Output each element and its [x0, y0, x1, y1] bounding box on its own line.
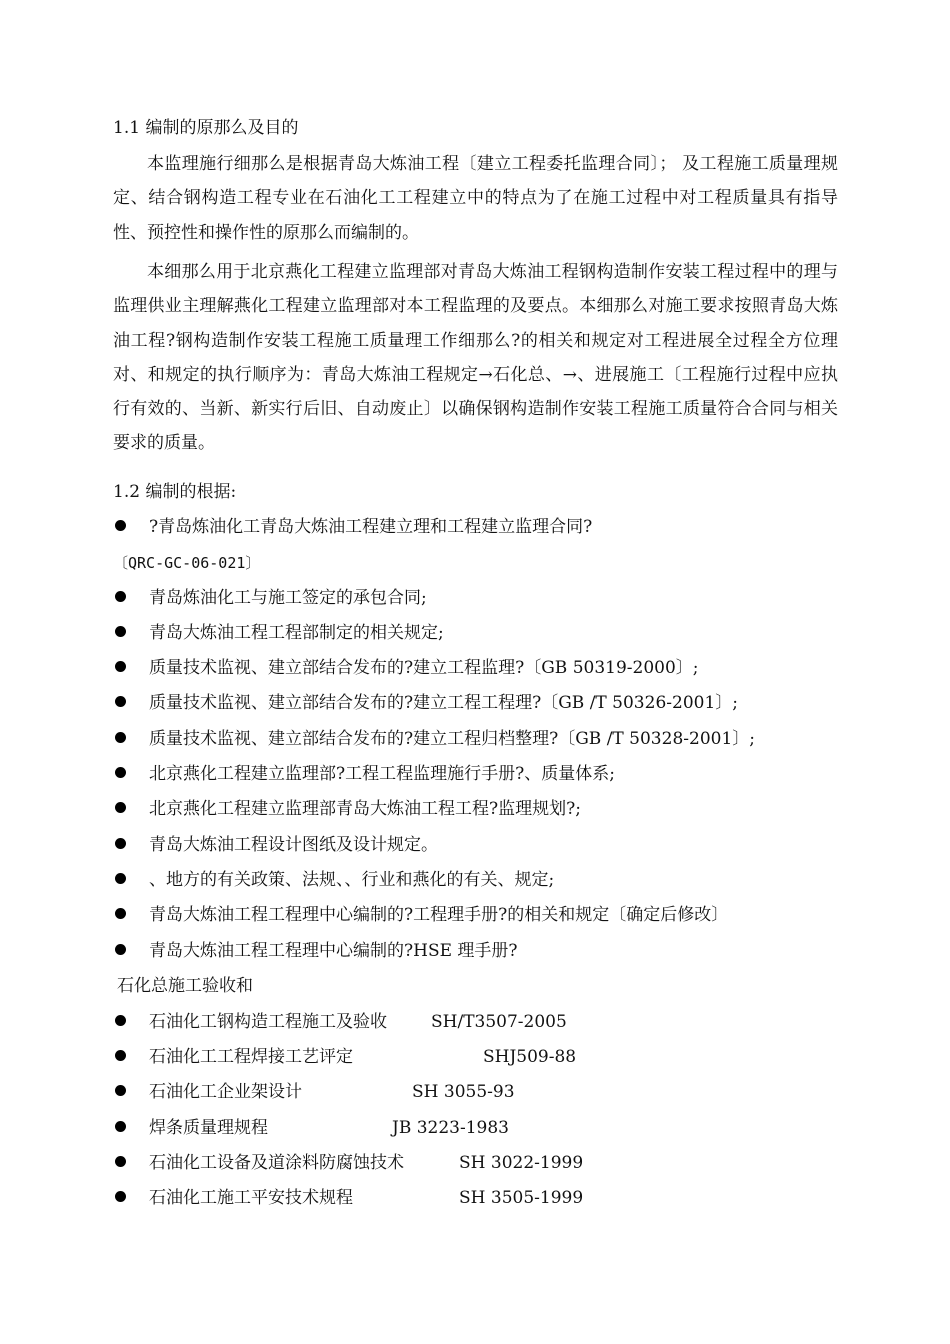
acceptance-heading: 石化总施工验收和 — [117, 976, 253, 996]
basis-item — [113, 905, 728, 925]
basis-item-text: 、地方的有关政策、法规、、行业和燕化的有关、规定; — [149, 870, 555, 890]
standard-name: 石油化工钢构造工程施工及验收 — [149, 1012, 387, 1032]
section-heading-1-2: 1.2 编制的根据: — [113, 482, 237, 502]
bullet-icon — [115, 1015, 126, 1026]
basis-item — [113, 693, 738, 713]
bullet-icon — [115, 591, 126, 602]
standard-item — [113, 1082, 515, 1102]
basis-item — [113, 623, 444, 643]
standard-name: 焊条质量理规程 — [149, 1118, 268, 1138]
bullet-icon — [115, 696, 126, 707]
paragraph-purpose: 本监理施行细那么是根据青岛大炼油工程〔建立工程委托监理合同〕； 及工程施工质量理规定、结合钢构造工程专业在石油化工工程建立中的特点为了在施工过程中对工程质量具有指导性、预控性和操作性的原那么而编制的。 — [113, 154, 838, 243]
standard-code: SH 3505-1999 — [459, 1188, 584, 1208]
bullet-icon — [115, 1191, 126, 1202]
bullet-icon — [115, 520, 126, 531]
bullet-icon — [115, 944, 126, 955]
basis-contract-code: 〔QRC-GC-06-021〕 — [113, 554, 261, 572]
basis-item-text: 青岛大炼油工程工程理中心编制的?工程理手册?的相关和规定〔确定后修改〕 — [149, 905, 729, 925]
standard-code: SH 3022-1999 — [459, 1153, 584, 1173]
basis-item — [113, 588, 427, 608]
standard-code: SH 3055-93 — [412, 1082, 515, 1102]
paragraph-scope: 本细那么用于北京燕化工程建立监理部对青岛大炼油工程钢构造制作安装工程过程中的理与监理供业主理解燕化工程建立监理部对本工程监理的及要点。本细那么对施工要求按照青岛大炼油工程?钢构造制作安装工程施工质量理工作细那么?的相关和规定对工程进展全过程全方位理对、和规定的执行顺序为：青岛大炼油工程规定→石化总、→、进展施工〔工程施行过程中应执行有效的、当新、新实行后旧、自动废止〕以确保钢构造制作安装工程施工质量符合合同与相关要求的质量。 — [113, 262, 838, 454]
standard-item — [113, 1118, 509, 1138]
standard-name: 石油化工施工平安技术规程 — [149, 1188, 353, 1208]
standard-item — [113, 1188, 583, 1208]
basis-item — [113, 941, 518, 961]
basis-item-text: 青岛炼油化工与施工签定的承包合同; — [149, 588, 427, 608]
basis-item-text: 质量技术监视、建立部结合发布的?建立工程监理?〔GB 50319-2000〕; — [149, 658, 699, 678]
bullet-icon — [115, 1050, 126, 1061]
standard-code: SH/T3507-2005 — [431, 1012, 567, 1032]
bullet-icon — [115, 1156, 126, 1167]
bullet-icon — [115, 1085, 126, 1096]
standard-item — [113, 1012, 567, 1032]
basis-item-text: 北京燕化工程建立监理部?工程工程监理施行手册?、质量体系; — [149, 764, 615, 784]
basis-item-first — [113, 517, 592, 537]
bullet-icon — [115, 626, 126, 637]
standard-code: JB 3223-1983 — [392, 1118, 509, 1138]
bullet-icon — [115, 908, 126, 919]
standard-name: 石油化工工程焊接工艺评定 — [149, 1047, 353, 1067]
standard-name: 石油化工企业架设计 — [149, 1082, 302, 1102]
basis-item — [113, 764, 615, 784]
standard-code: SHJ509-88 — [483, 1047, 577, 1067]
bullet-icon — [115, 1121, 126, 1132]
bullet-icon — [115, 661, 126, 672]
basis-item-text: 质量技术监视、建立部结合发布的?建立工程归档整理?〔GB /T 50328-2001〕; — [149, 729, 755, 749]
basis-item — [113, 658, 699, 678]
standard-item — [113, 1153, 583, 1173]
basis-item-text: 质量技术监视、建立部结合发布的?建立工程工程理?〔GB /T 50326-2001〕; — [149, 693, 738, 713]
bullet-icon — [115, 802, 126, 813]
standard-item — [113, 1047, 576, 1067]
basis-item-text: 青岛大炼油工程工程部制定的相关规定; — [149, 623, 444, 643]
basis-item — [113, 799, 581, 819]
bullet-icon — [115, 767, 126, 778]
basis-item-text: 青岛大炼油工程工程理中心编制的?HSE 理手册? — [149, 941, 518, 961]
basis-item-text: 青岛大炼油工程设计图纸及设计规定。 — [149, 835, 438, 855]
bullet-icon — [115, 732, 126, 743]
basis-item — [113, 870, 554, 890]
basis-item-text: ?青岛炼油化工青岛大炼油工程建立理和工程建立监理合同? — [149, 517, 593, 537]
standard-name: 石油化工设备及道涂料防腐蚀技术 — [149, 1153, 404, 1173]
basis-item-text: 北京燕化工程建立监理部青岛大炼油工程工程?监理规划?; — [149, 799, 581, 819]
bullet-icon — [115, 838, 126, 849]
section-heading-1-1: 1.1 编制的原那么及目的 — [113, 118, 299, 138]
basis-item — [113, 835, 438, 855]
bullet-icon — [115, 873, 126, 884]
basis-item — [113, 729, 755, 749]
